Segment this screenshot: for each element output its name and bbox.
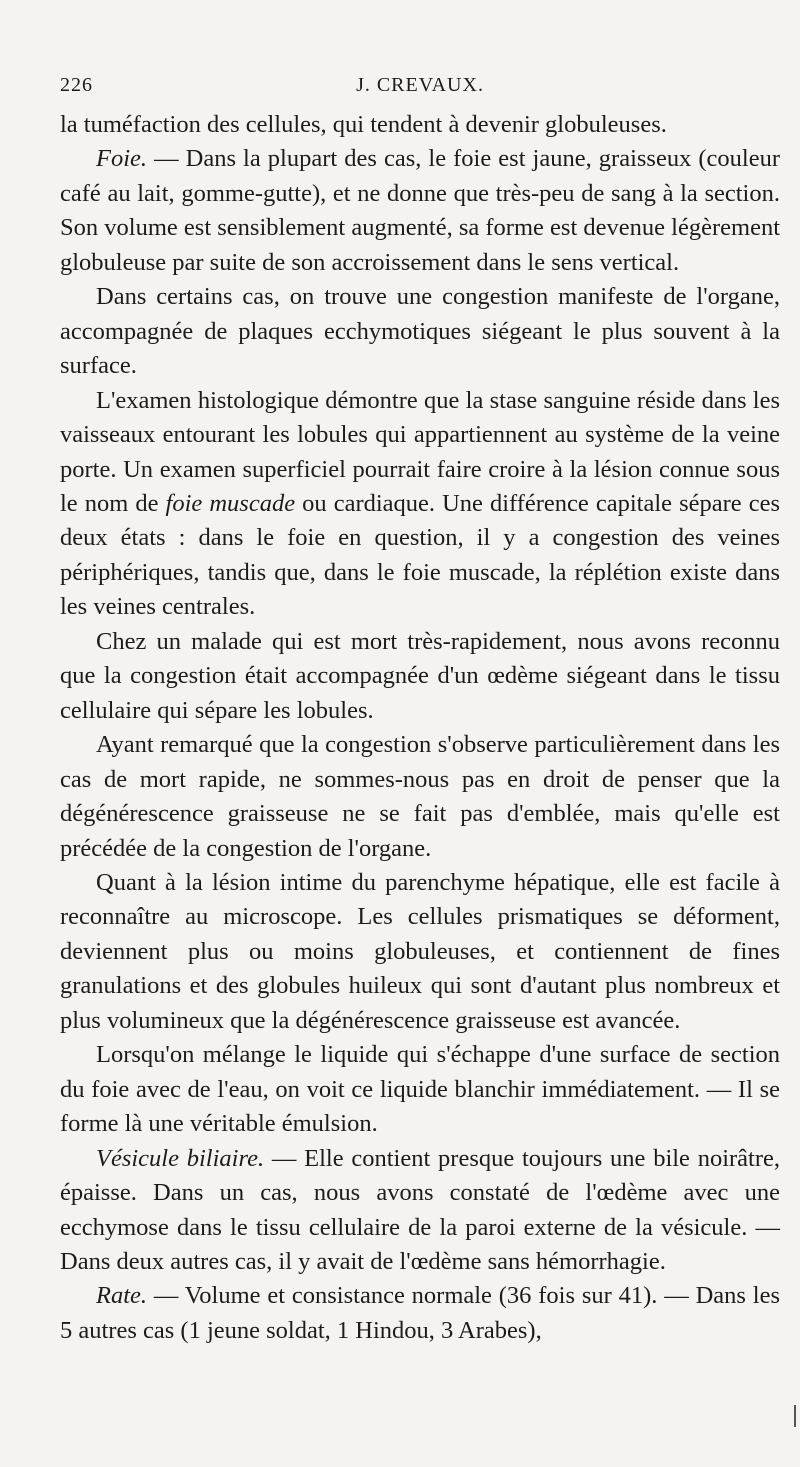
paragraph-rapid-death: Ayant remarqué que la congestion s'observe particulièrement dans les cas de mort rapide, ne sommes-nous pas en droit de penser que la dégénérescence graisseuse ne se fait pas d'emblée, mais qu'elle est précédée de la congestion de l'organe. <box>60 731 780 862</box>
section-label-vesicule: Vésicule biliaire. <box>96 1144 265 1172</box>
book-page <box>60 68 780 1348</box>
section-label-rate: Rate. <box>96 1282 148 1310</box>
paragraph-text: — Volume et consistance normale (36 fois sur 41). — Dans les 5 autres cas (1 jeune soldat, 1 Hindou, 3 Arabes), <box>60 1282 780 1344</box>
italic-term: foie muscade <box>165 489 296 517</box>
paragraph-vesicule <box>60 1142 780 1280</box>
page-edge-mark <box>794 1405 796 1427</box>
paragraph-foie <box>60 142 780 280</box>
paragraph-text: ou cardiaque. Une différence capitale sépare ces deux états : dans le foie en question, il y a congestion des veines périphériques, tandis que, dans le foie muscade, la réplétion existe dans les veines centrales. <box>60 489 780 621</box>
paragraph-histology <box>60 384 780 625</box>
running-title: J. CREVAUX. <box>356 74 484 96</box>
paragraph-continuation: la tuméfaction des cellules, qui tendent à devenir globuleuses. <box>60 111 667 138</box>
paragraph-rate <box>60 1279 780 1348</box>
paragraph-text: — Elle contient presque toujours une bile noirâtre, épaisse. Dans un cas, nous avons constaté de l'œdème avec une ecchymose dans le tissu cellulaire de la paroi externe de la vésicule. — Dans deux autres cas, il y avait de l'œdème sans hémorrhagie. <box>60 1144 780 1275</box>
body-text <box>60 108 780 1348</box>
paragraph-congestion: Dans certains cas, on trouve une congestion manifeste de l'organe, accompagnée de plaques ecchymotiques siégeant le plus souvent à la surface. <box>60 283 780 380</box>
paragraph-text: L'examen histologique démontre que la stase sanguine réside dans les vaisseaux entourant les lobules qui appartiennent au système de la veine porte. Un examen superficiel pourrait faire croire à la lésion connue sous le nom de <box>60 386 780 517</box>
running-head <box>60 68 780 108</box>
paragraph-oedema: Chez un malade qui est mort très-rapidement, nous avons reconnu que la congestion était accompagnée d'un œdème siégeant dans le tissu cellulaire qui sépare les lobules. <box>60 627 780 724</box>
paragraph-microscope: Quant à la lésion intime du parenchyme hépatique, elle est facile à reconnaître au microscope. Les cellules prismatiques se déforment, deviennent plus ou moins globuleuses, et contiennent de fines granulations et des globules huileux qui sont d'autant plus nombreux et plus volumineux que la dégénérescence graisseuse est avancée. <box>60 868 780 1034</box>
paragraph-text: — Dans la plupart des cas, le foie est jaune, graisseux (couleur café au lait, gomme-gutte), et ne donne que très-peu de sang à la section. Son volume est sensiblement augmenté, sa forme est devenue légèrement globuleuse par suite de son accroissement dans le sens vertical. <box>60 145 780 276</box>
section-label-foie: Foie. <box>96 145 148 173</box>
page-number: 226 <box>60 74 93 96</box>
paragraph-emulsion: Lorsqu'on mélange le liquide qui s'échappe d'une surface de section du foie avec de l'eau, on voit ce liquide blanchir immédiatement. — Il se forme là une véritable émulsion. <box>60 1041 780 1138</box>
